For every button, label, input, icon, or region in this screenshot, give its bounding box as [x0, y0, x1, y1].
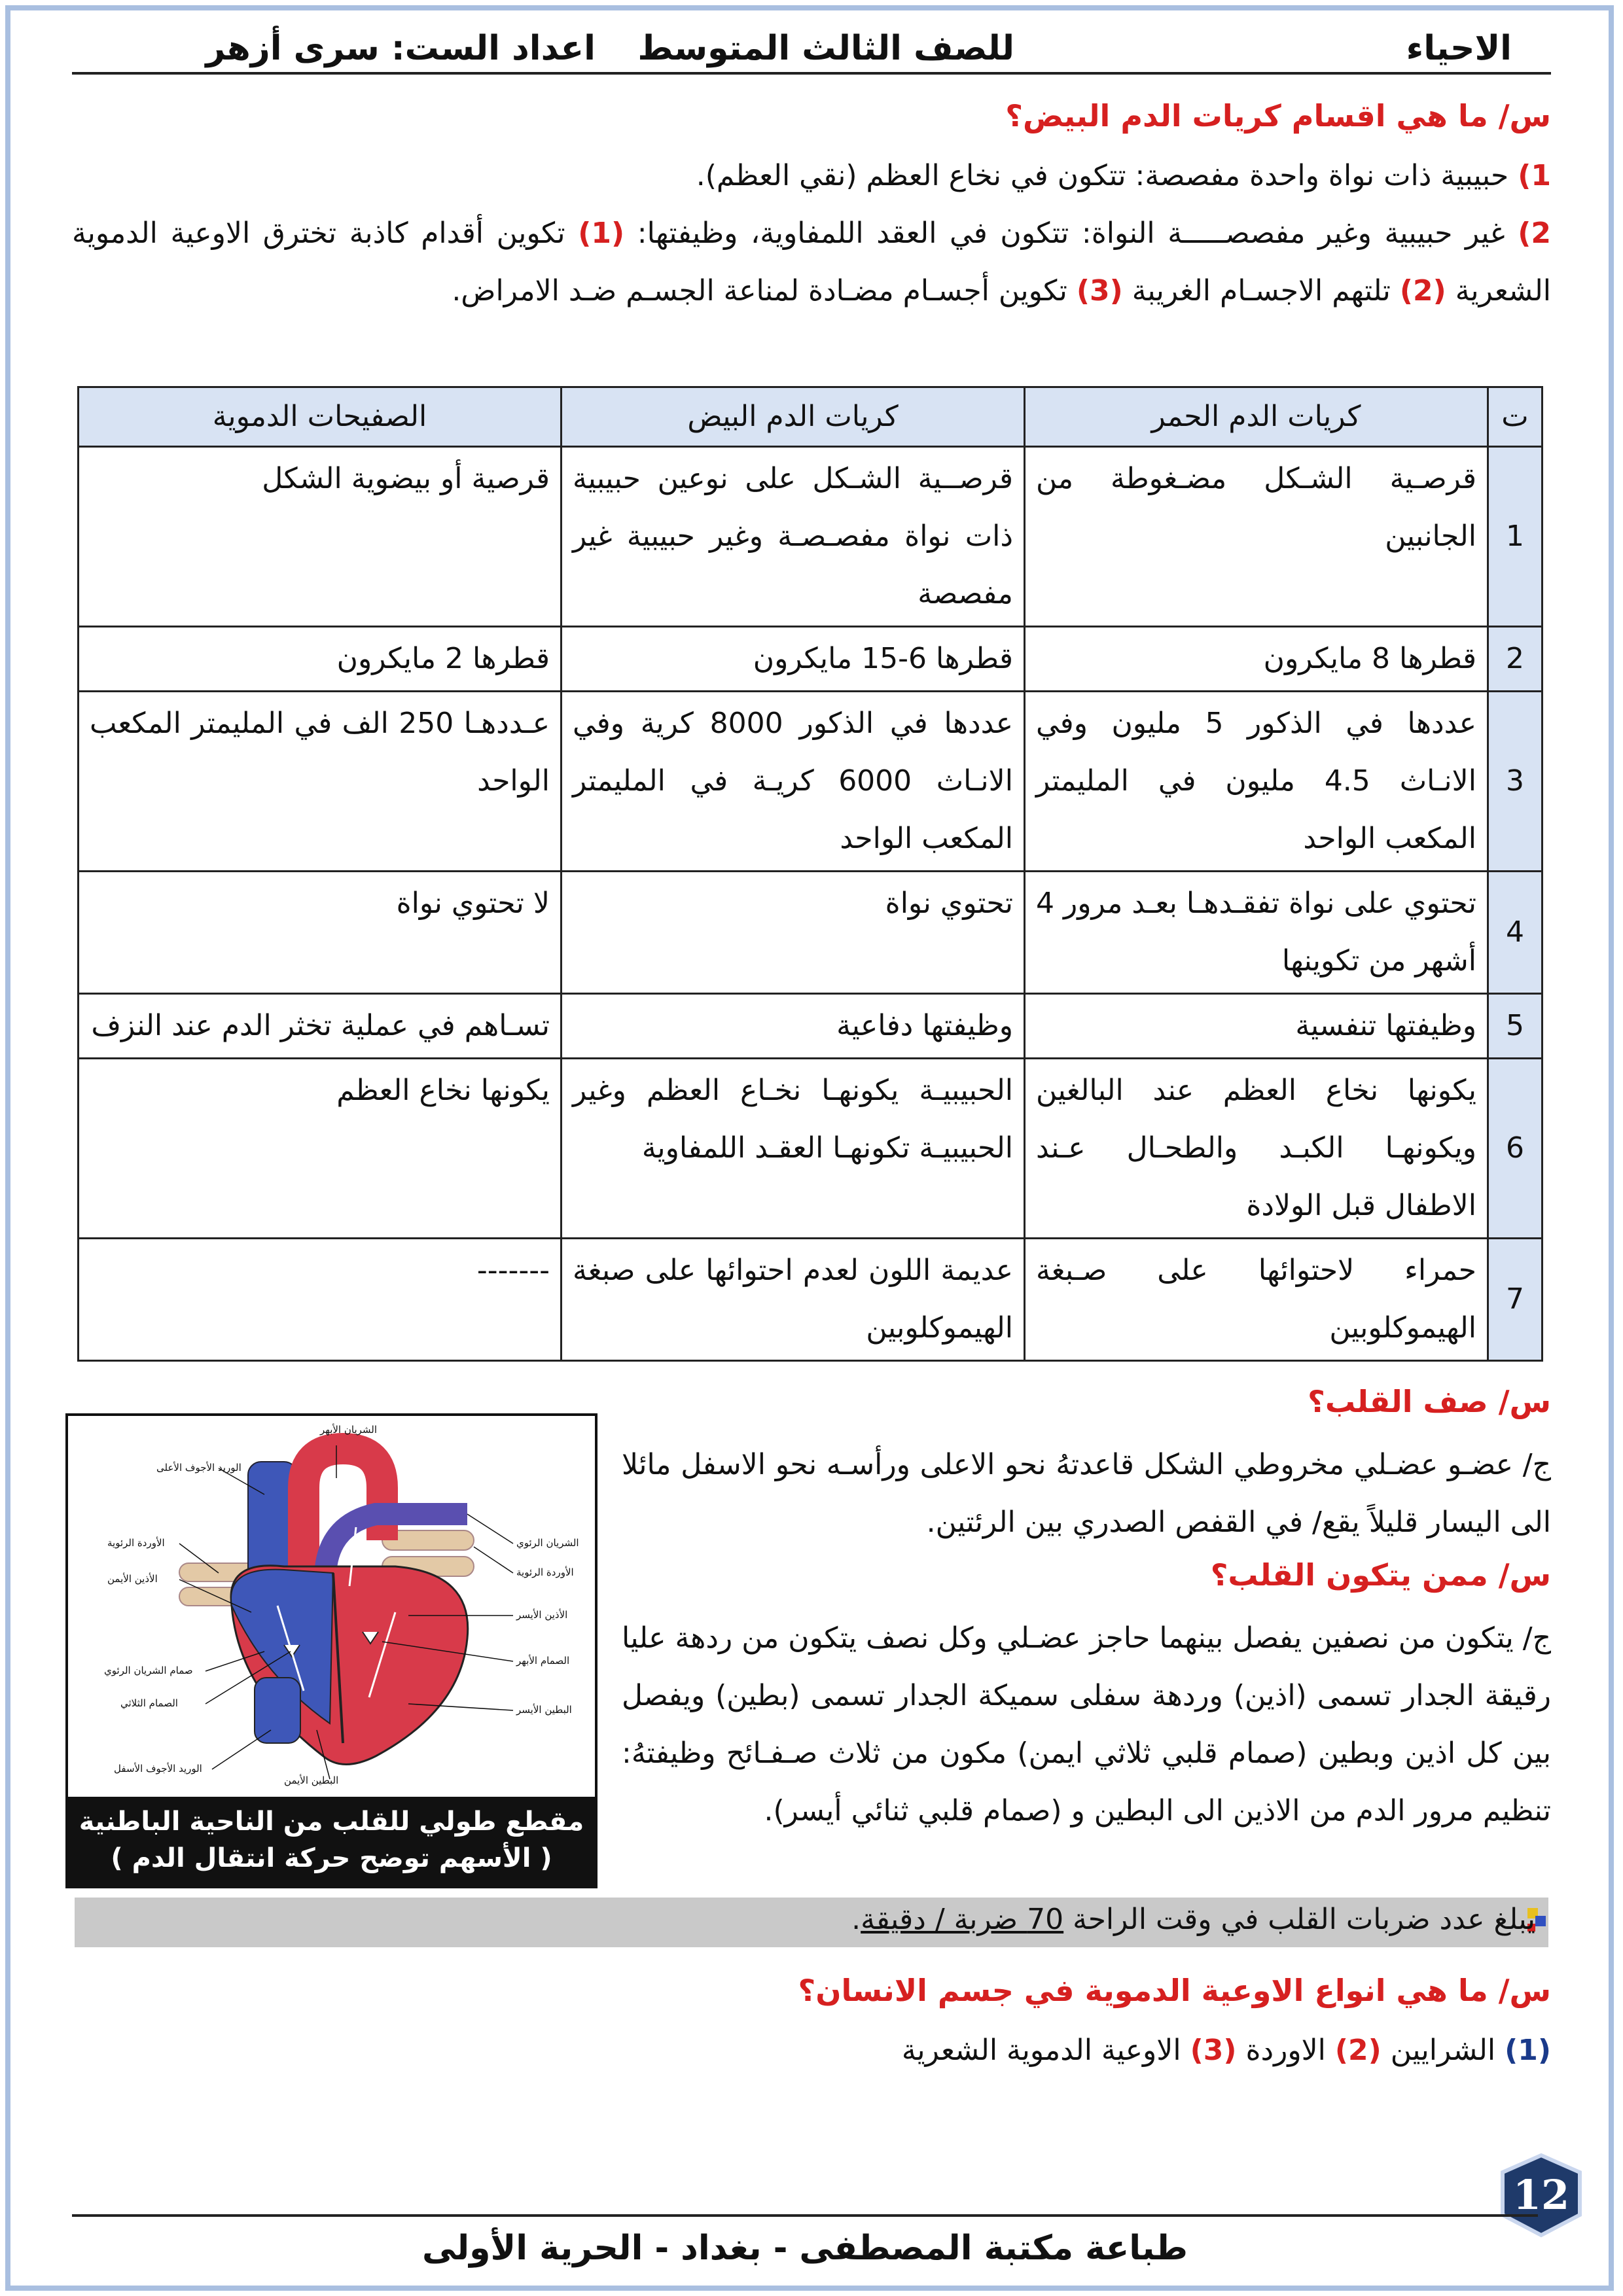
table-cell: عـددهـا 250 الف في المليمتر المكعب الواحد — [79, 692, 562, 872]
note-text — [851, 1903, 1535, 1936]
label-left-ventricle: البطين الأيسر — [516, 1704, 572, 1716]
table-header: الصفيحات الدموية — [79, 387, 562, 447]
table-header: ت — [1488, 387, 1543, 447]
question-vessel-types: س/ ما هي انواع الاوعية الدموية في جسم الانسان؟ — [798, 1973, 1551, 2008]
question-white-cells: س/ ما هي اقسام كريات الدم البيض؟ — [1005, 98, 1551, 133]
label-right-ventricle: البطين الأيمن — [284, 1775, 339, 1786]
heart-figure — [65, 1413, 597, 1888]
table-row — [79, 872, 1543, 994]
label-pulmonary-valve: صمام الشريان الرئوي — [104, 1665, 193, 1676]
row-index: 2 — [1488, 627, 1543, 692]
table-cell: قرصـية الشـكل مضـغوطة من الجانبين — [1025, 447, 1488, 627]
item-number: 2) — [1518, 217, 1551, 250]
function-text: تكوين أقدام كاذبة تخترق الاوعية الدموية الشعرية — [72, 217, 1551, 308]
table-cell: عددها في الذكور 8000 كرية وفي الانـاث 6000 كريـة في المليمتر المكعب الواحد — [562, 692, 1025, 872]
table-header-row — [79, 387, 1543, 447]
function-number: (3) — [1076, 274, 1123, 308]
table-cell: وظيفتها دفاعية — [562, 994, 1025, 1059]
page-footer — [72, 2214, 1538, 2282]
item-number: 1) — [1518, 159, 1551, 192]
comparison-table — [77, 386, 1543, 1362]
question-describe-heart: س/ صف القلب؟ — [1308, 1384, 1551, 1419]
label-left-atrium: الأذين الأيسر — [516, 1609, 568, 1621]
question-heart-parts: س/ ممن يتكون القلب؟ — [1210, 1557, 1551, 1593]
footer-text: طباعة مكتبة المصطفى - بغداد - الحرية الأولى — [422, 2229, 1188, 2268]
row-index: 7 — [1488, 1239, 1543, 1361]
item-number: (1) — [1505, 2034, 1551, 2067]
table-cell: تحتوي نواة — [562, 872, 1025, 994]
label-svc: الوريد الأجوف الأعلى — [156, 1462, 241, 1474]
item-text: حبيبية ذات نواة واحدة مفصصة: تتكون في نخاع العظم (نقي العظم). — [696, 159, 1509, 192]
row-index: 4 — [1488, 872, 1543, 994]
item-text: الشرايين — [1390, 2034, 1496, 2067]
table-cell: لا تحتوي نواة — [79, 872, 562, 994]
header-grade: للصف الثالث المتوسط — [637, 29, 1014, 68]
heart-rate-note — [75, 1898, 1548, 1947]
function-text: تكوين أجسـام مضـادة لمناعة الجسـم ضـد الامراض. — [452, 274, 1067, 308]
heart-diagram — [68, 1416, 590, 1789]
table-cell: عددها في الذكور 5 مليون وفي الانـاث 4.5 مليون في المليمتر المكعب الواحد — [1025, 692, 1488, 872]
label-ivc: الوريد الأجوف الأسفل — [114, 1763, 202, 1775]
label-pulmonary-veins-left: الأوردة الرئوية — [516, 1566, 574, 1578]
heart-rate-value: 70 ضربة / دقيقة — [861, 1903, 1064, 1936]
label-aortic-valve: الصمام الأبهر — [516, 1655, 570, 1667]
table-cell: ------- — [79, 1239, 562, 1361]
table-cell: تسـاهم في عملية تخثر الدم عند النزف — [79, 994, 562, 1059]
table-cell: قطرها 2 مايكرون — [79, 627, 562, 692]
row-index: 5 — [1488, 994, 1543, 1059]
header-subject: الاحياء — [1406, 29, 1512, 68]
table-cell: تحتوي على نواة تفقـدهـا بعـد مرور 4 أشهر من تكوينها — [1025, 872, 1488, 994]
label-pulmonary-veins-right: الأوردة الرئوية — [107, 1537, 165, 1549]
table-cell: قرصــية الشـكل على نوعين حبيبية ذات نواة مفصـصـة وغير حبيبية غير مفصصة — [562, 447, 1025, 627]
caption-line: ( الأسهم توضح حركة انتقال الدم ) — [111, 1843, 552, 1873]
item-text: غير حبيبية وغير مفصصـــــة النواة: تتكون في العقد اللمفاوية، وظيفتها: — [637, 217, 1505, 250]
table-row — [79, 447, 1543, 627]
table-header: كريات الدم الحمر — [1025, 387, 1488, 447]
caption-line: مقطع طولي للقلب من الناحية الباطنية — [79, 1807, 584, 1837]
table-cell: وظيفتها تنفسية — [1025, 994, 1488, 1059]
label-right-atrium: الأذين الأيمن — [107, 1573, 158, 1585]
header-author: اعداد الست: سرى أزهر — [205, 29, 596, 68]
row-index: 3 — [1488, 692, 1543, 872]
table-row — [79, 627, 1543, 692]
answer-describe-heart: ج/ عضـو عضـلي مخروطي الشكل قاعدتهُ نحو الاعلى ورأسـه نحو الاسفل مائلا الى اليسار قليلاً يقع/ في القفص الصدري بين الرئتين. — [622, 1448, 1551, 1539]
function-text: تلتهم الاجسـام الغريبة — [1132, 274, 1391, 308]
table-header: كريات الدم البيض — [562, 387, 1025, 447]
function-number: (1) — [578, 217, 625, 250]
label-aorta: الشريان الأبهر — [320, 1424, 378, 1436]
answer-agranular — [72, 205, 1551, 320]
table-cell: يكونها نخاع العظم عند البالغين ويكونهـا الكبـد والطحـال عـند الاطفال قبل الولادة — [1025, 1059, 1488, 1239]
function-number: (2) — [1399, 274, 1446, 308]
label-pulmonary-artery: الشريان الرئوي — [516, 1537, 579, 1549]
table-cell: قطرها 6-15 مايكرون — [562, 627, 1025, 692]
label-tricuspid-valve: الصمام الثلاثي — [120, 1697, 178, 1709]
table-row — [79, 1059, 1543, 1239]
table-cell: قطرها 8 مايكرون — [1025, 627, 1488, 692]
note-text-before: يبلغ عدد ضربات القلب في وقت الراحة — [1073, 1903, 1535, 1936]
table-row — [79, 1239, 1543, 1361]
note-text-after: . — [851, 1903, 861, 1936]
table-cell: قرصية أو بيضوية الشكل — [79, 447, 562, 627]
table-row — [79, 994, 1543, 1059]
item-text: الاوعية الدموية الشعرية — [901, 2034, 1181, 2067]
item-number: (2) — [1334, 2034, 1382, 2067]
answer-heart-parts: ج/ يتكون من نصفين يفصل بينهما حاجز عضـلي وكل نصف يتكون من ردهة عليا رقيقة الجدار تسمى (اذين) وردهة سفلى سميكة الجدار تسمى (بطين) ويفصل بين كل اذين وبطين (صمام قلبي ثلاثي ايمن) مكون من ثلاث صـفـائح وظيفتهُ: تنظيم مرور الدم من الاذين الى البطين و (صمام قلبي ثنائي أيسر). — [622, 1621, 1551, 1828]
answer-vessel-types — [438, 2022, 1551, 2079]
table-cell: حمراء لاحتوائها على صـبغة الهيموكلوبين — [1025, 1239, 1488, 1361]
page-number: 12 — [1512, 2171, 1570, 2219]
item-text: الاوردة — [1245, 2034, 1326, 2067]
answer-granular — [72, 147, 1551, 205]
figure-caption — [68, 1797, 595, 1886]
item-number: (3) — [1190, 2034, 1237, 2067]
row-index: 6 — [1488, 1059, 1543, 1239]
table-cell: عديمة اللون لعدم احتوائها على صبغة الهيموكلوبين — [562, 1239, 1025, 1361]
row-index: 1 — [1488, 447, 1543, 627]
table-cell: الحبيبيـة يكونهـا نخـاع العظم وغير الحبيبيـة تكونهـا العقـد اللمفاوية — [562, 1059, 1025, 1239]
table-cell: يكونها نخاع العظم — [79, 1059, 562, 1239]
page-header — [72, 20, 1551, 75]
table-row — [79, 692, 1543, 872]
